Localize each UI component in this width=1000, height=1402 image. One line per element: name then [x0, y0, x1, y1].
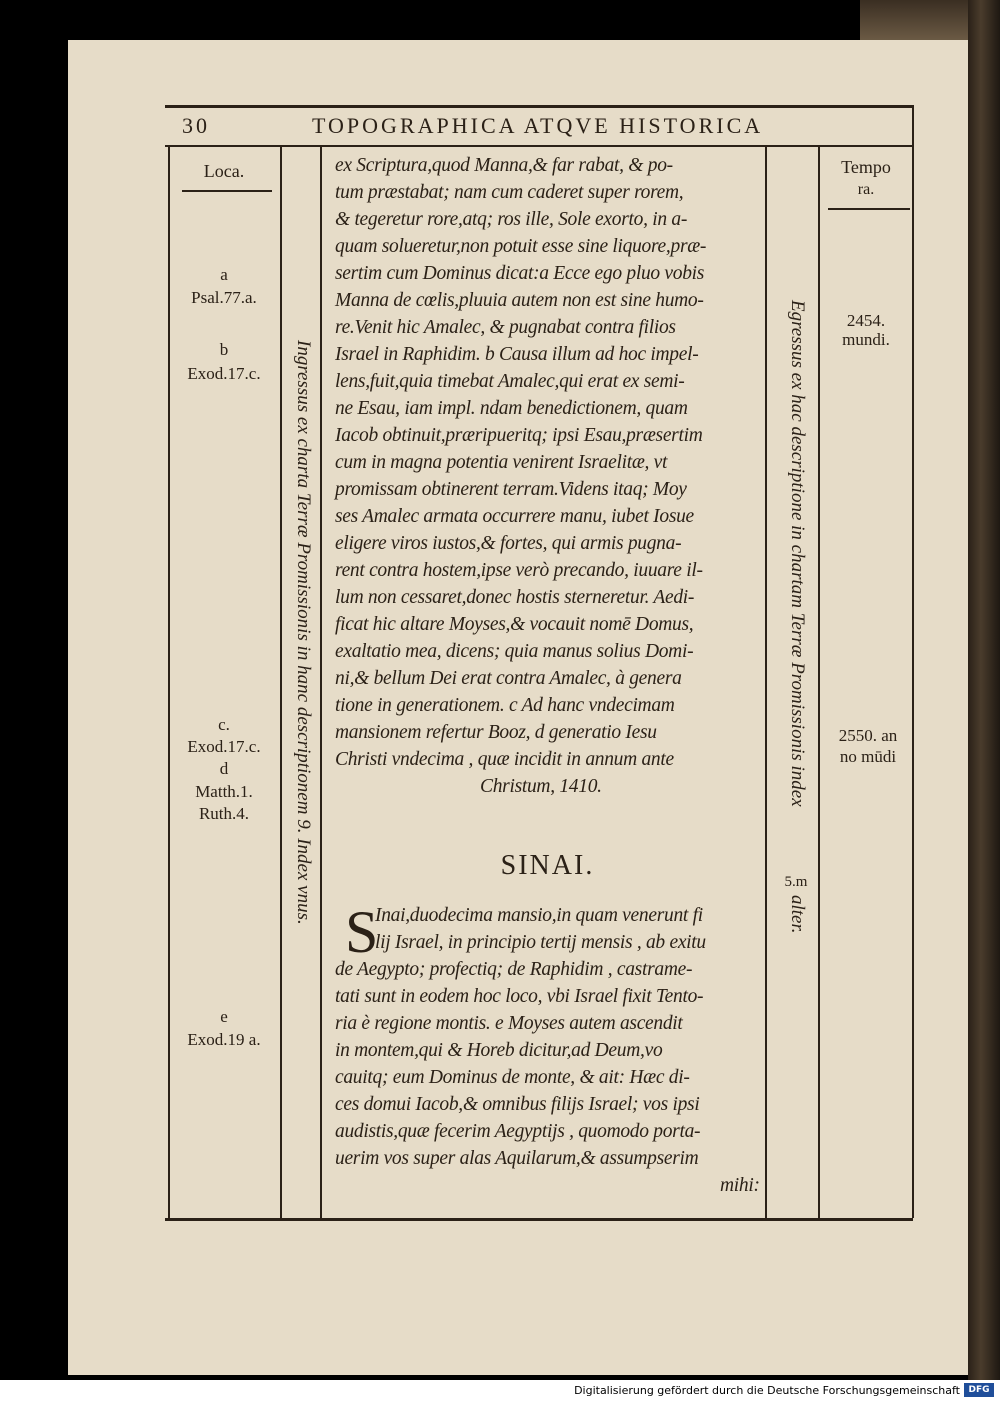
loca-heading-underline: [182, 190, 272, 192]
margin-reference: Exod.17.c.: [187, 364, 261, 383]
margin-letter: e: [220, 1007, 228, 1026]
header-rule: [165, 105, 913, 108]
column-rule-left-inner: [280, 145, 282, 1218]
tempora-heading-underline: [828, 208, 910, 210]
vertical-index-right-tail: alter.: [787, 895, 808, 934]
column-rule-right-inner: [818, 145, 820, 1218]
page-number: 30: [182, 113, 210, 138]
margin-letter: a: [220, 265, 228, 284]
text-line: Christi vndecima , quæ incidit in annum ante: [335, 749, 674, 770]
text-line: ria è regione montis. e Moyses autem ascendit: [335, 1013, 683, 1034]
text-line: mihi:: [720, 1175, 760, 1196]
text-line: tum præstabat; nam cum caderet super rorem,: [335, 182, 684, 203]
margin-reference: Exod.17.c.: [187, 737, 261, 756]
vertical-index-right: Egressus ex hac descriptione in chartam Terræ Promissionis index: [787, 300, 808, 807]
text-line: ni,& bellum Dei erat contra Amalec, à genera: [335, 668, 682, 689]
margin-letter: c.: [218, 715, 230, 734]
text-line: audistis,quæ fecerim Aegyptijs , quomodo porta-: [335, 1121, 701, 1142]
date-note: mundi.: [842, 330, 890, 349]
text-line: quam solueretur,non potuit esse sine liquore,præ-: [335, 236, 707, 257]
column-heading-tempora-1: Tempo: [841, 157, 891, 177]
margin-reference: Matth.1.: [195, 782, 253, 801]
margin-reference: Psal.77.a.: [191, 288, 257, 307]
text-line: Iacob obtinuit,præripueritq; ipsi Esau,præsertim: [335, 425, 703, 446]
text-line: in montem,qui & Horeb dicitur,ad Deum,vo: [335, 1040, 663, 1061]
text-line: Christum, 1410.: [480, 776, 602, 797]
text-line: sertim cum Dominus dicat:a Ecce ego pluo vobis: [335, 263, 705, 284]
text-line: eligere viros iustos,& fortes, qui armis pugna-: [335, 533, 682, 554]
date-note: 2454.: [846, 311, 886, 330]
column-rule-center-left: [320, 145, 322, 1218]
column-rule-center-right: [765, 145, 767, 1218]
section-heading: SINAI.: [500, 850, 595, 881]
text-line: tione in generationem. c Ad hanc vndecimam: [335, 695, 675, 716]
text-line: cum in magna potentia venirent Israelitæ, vt: [335, 452, 668, 473]
text-line: uerim vos super alas Aquilarum,& assumpserim: [335, 1148, 699, 1169]
text-line: ficat hic altare Moyses,& vocauit nomē Domus,: [335, 614, 694, 635]
column-heading-tempora-2: ra.: [857, 181, 875, 198]
footer-rule: [165, 1218, 913, 1221]
drop-cap: S: [345, 899, 379, 965]
text-line: Israel in Raphidim. b Causa illum ad hoc impel-: [335, 344, 699, 365]
margin-letter: b: [219, 340, 229, 359]
text-line: re.Venit hic Amalec, & pugnabat contra filios: [335, 317, 676, 338]
digitization-footer: [0, 1380, 1000, 1402]
text-line: de Aegypto; profectiq; de Raphidim , castrame-: [335, 959, 693, 980]
text-line: mansionem refertur Booz, d generatio Iesu: [335, 722, 657, 743]
column-rule-right-outer: [912, 105, 914, 1218]
text-line: Inai,duodecima mansio,in quam venerunt fi: [375, 905, 703, 926]
vertical-index-right-note: 5.m: [784, 874, 808, 890]
dfg-logo: DFG: [964, 1383, 994, 1397]
text-line: promissam obtinerent terram.Videns itaq; Moy: [335, 479, 687, 500]
text-line: lens,fuit,quia timebat Amalec,qui erat ex semi-: [335, 371, 685, 392]
column-heading-loca: Loca.: [203, 161, 245, 181]
book-right-edge: [968, 0, 1000, 1380]
vertical-index-left: Ingressus ex charta Terræ Promissionis in hanc descriptionem 9. Index vnus.: [293, 340, 314, 925]
margin-reference: Exod.19 a.: [187, 1030, 261, 1049]
text-line: ex Scriptura,quod Manna,& far rabat, & po-: [335, 155, 673, 176]
text-line: ses Amalec armata occurrere manu, iubet Iosue: [335, 506, 694, 527]
margin-reference: Ruth.4.: [198, 804, 250, 823]
header-rule-lower: [165, 145, 913, 147]
text-line: ne Esau, iam impl. ndam benedictionem, quam: [335, 398, 688, 419]
column-rule-left-outer: [168, 145, 170, 1218]
text-line: ces domui Iacob,& omnibus filijs Israel; vos ipsi: [335, 1094, 700, 1115]
date-note: 2550. an: [838, 726, 898, 745]
text-line: & tegeretur rore,atq; ros ille, Sole exorto, in a-: [335, 209, 688, 230]
text-line: exaltatio mea, dicens; quia manus solius Domi-: [335, 641, 694, 662]
text-line: Manna de cœlis,pluuia autem non est sine humo-: [335, 290, 704, 311]
date-note: no mūdi: [839, 747, 897, 766]
margin-letter: d: [219, 759, 229, 778]
running-title: TOPOGRAPHICA ATQVE HISTORICA: [312, 113, 764, 138]
text-line: lij Israel, in principio tertij mensis , ab exitu: [375, 932, 706, 953]
text-line: lum non cessaret,donec hostis sterneretur. Aedi-: [335, 587, 695, 608]
funding-credit: Digitalisierung gefördert durch die Deutsche Forschungsgemeinschaft: [574, 1384, 960, 1397]
text-line: tati sunt in eodem hoc loco, vbi Israel fixit Tento-: [335, 986, 704, 1007]
text-line: rent contra hostem,ipse verò precando, iuuare il-: [335, 560, 703, 581]
text-line: cauitq; eum Dominus de monte, & ait: Hæc di-: [335, 1067, 690, 1088]
